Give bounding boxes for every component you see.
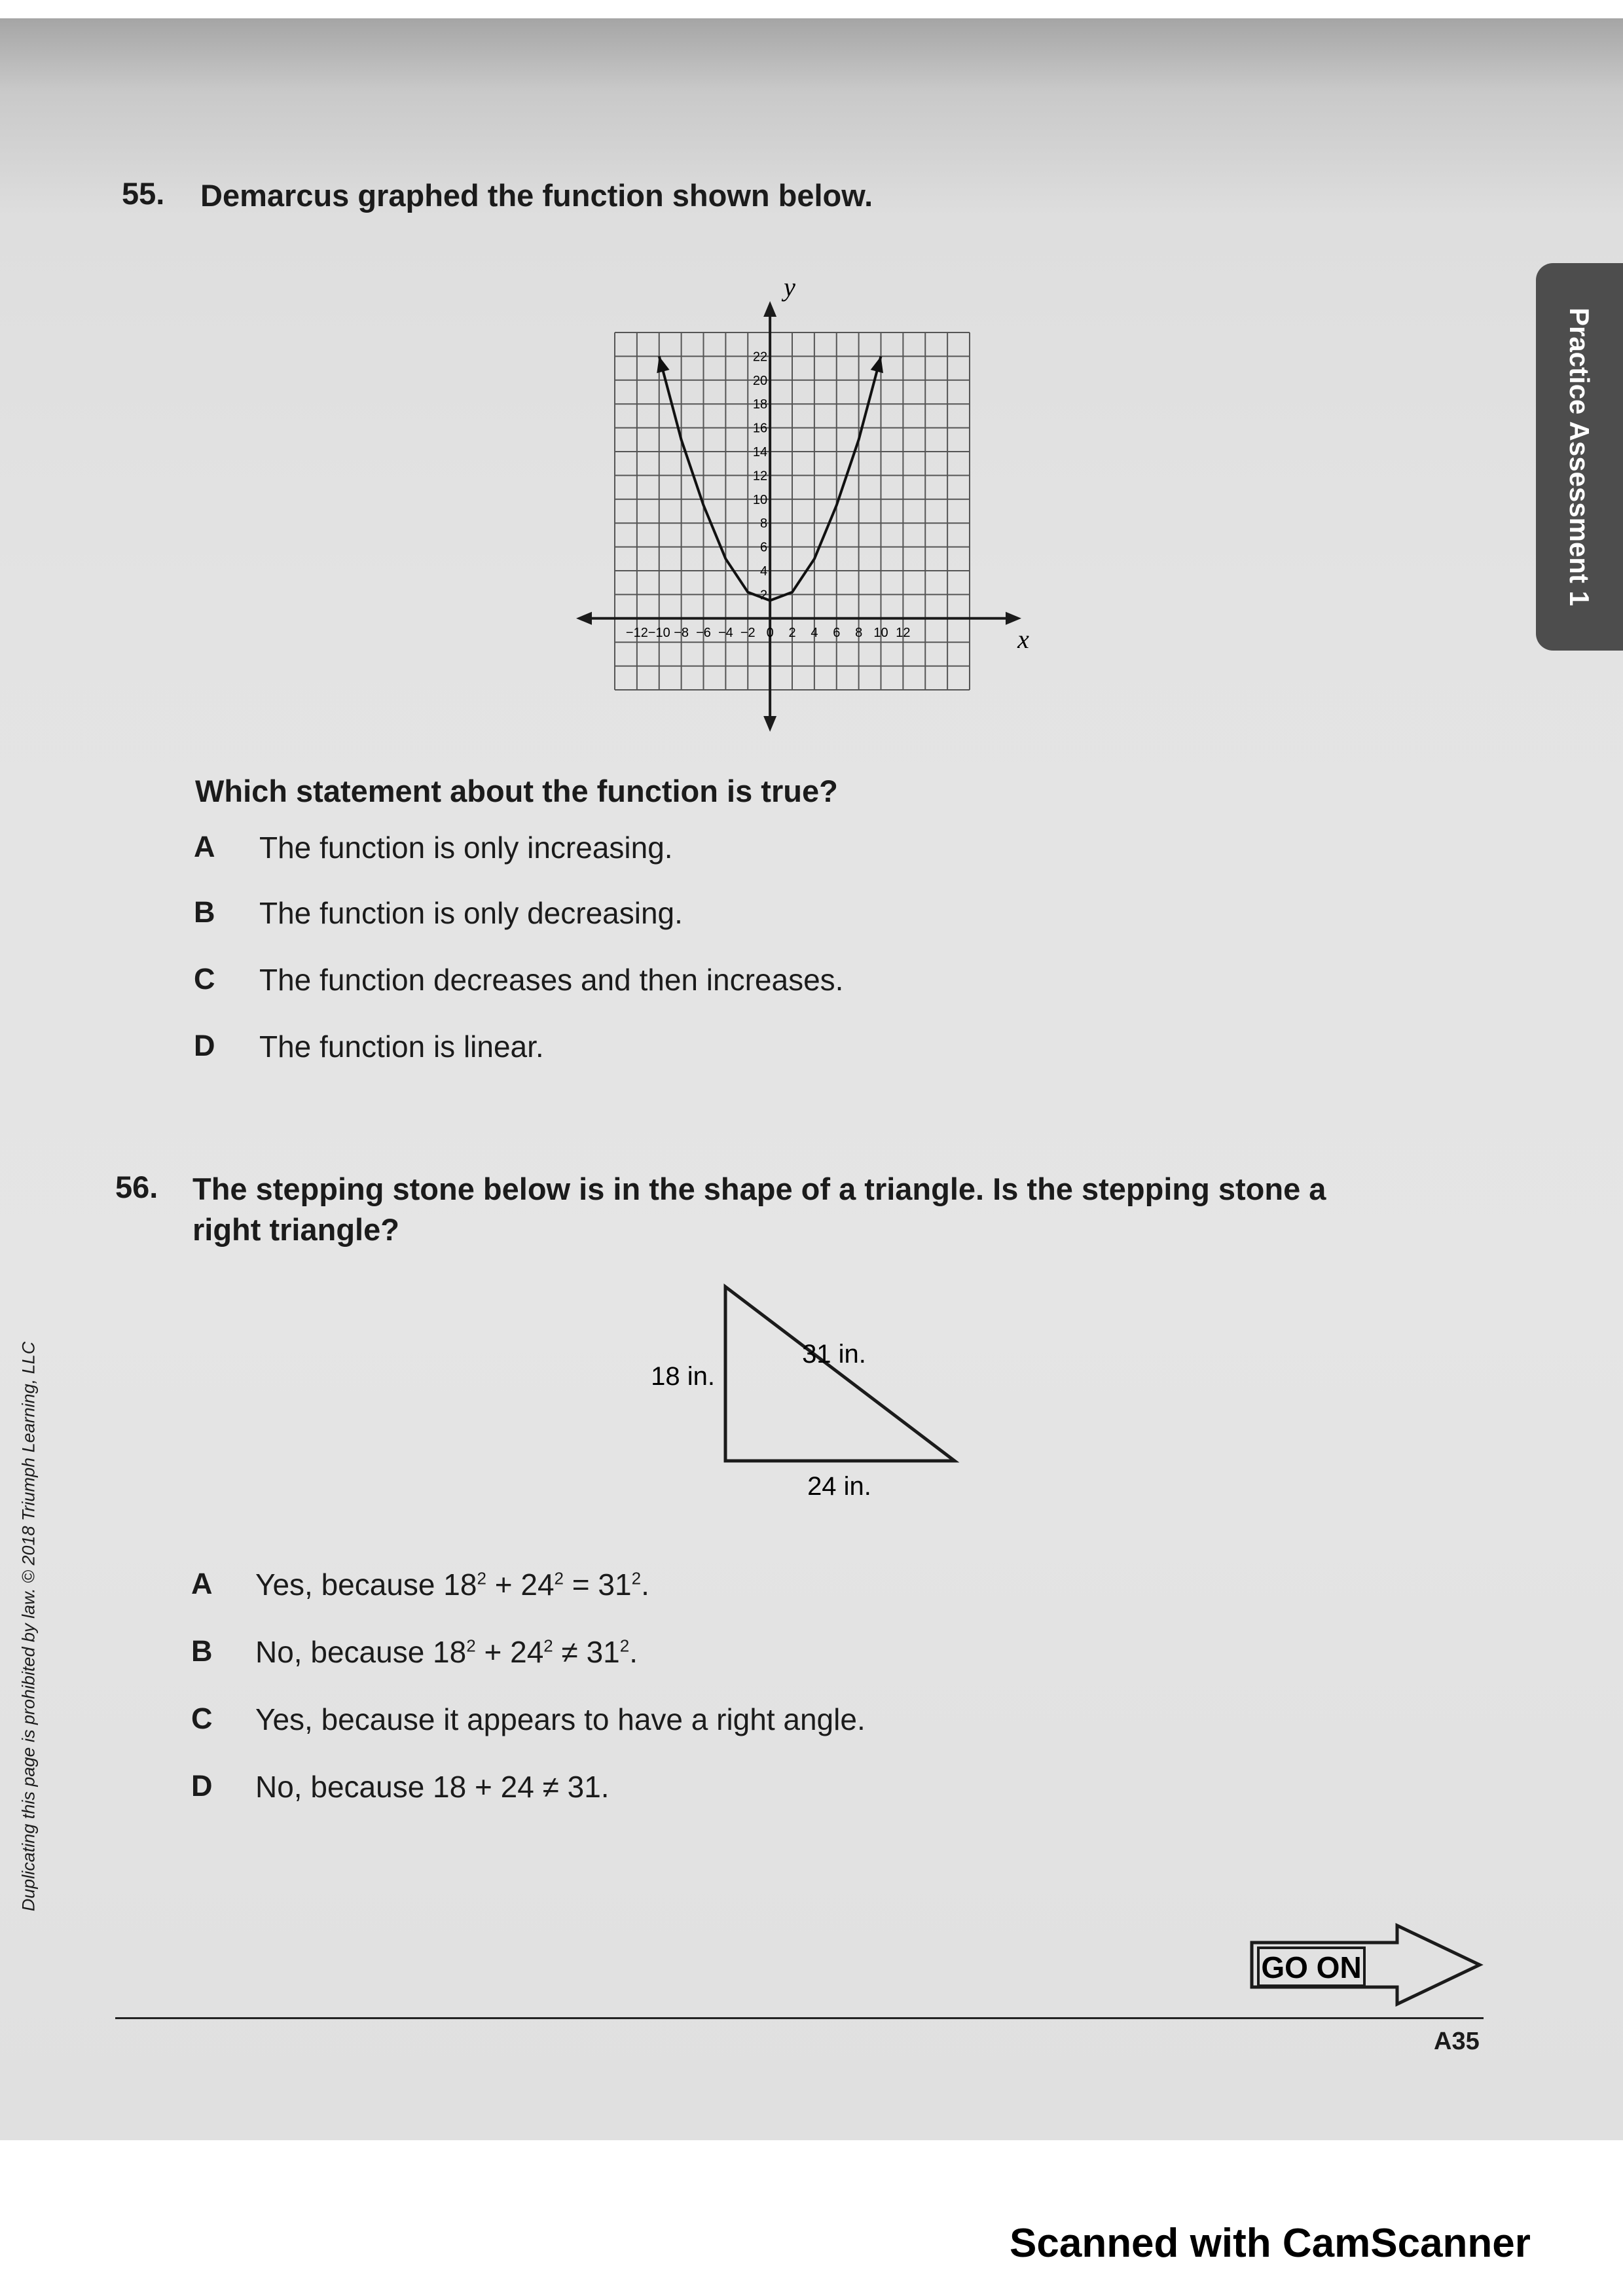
triangle-hypotenuse-label: 31 in.: [802, 1340, 866, 1369]
x-tick-label: 0: [766, 625, 774, 640]
triangle-shape: [725, 1287, 955, 1461]
page-number: A35: [1434, 2028, 1480, 2055]
y-axis-arrow-up-icon: [763, 301, 776, 317]
y-axis-label: y: [784, 275, 795, 302]
x-tick-label: −12: [625, 625, 648, 640]
q56-option-d-text[interactable]: No, because 18 + 24 ≠ 31.: [255, 1770, 610, 1804]
q56-a-part2: + 24: [486, 1568, 555, 1602]
q56-a-exp2: 2: [554, 1568, 564, 1588]
q56-b-exp2: 2: [543, 1636, 553, 1656]
x-tick-label: −2: [740, 625, 756, 640]
q55-option-a-letter[interactable]: A: [194, 830, 215, 863]
footer-rule: [115, 2017, 1484, 2019]
graph-axes: [576, 301, 1021, 732]
scanner-watermark: Scanned with CamScanner: [1010, 2221, 1531, 2266]
q55-option-b-text[interactable]: The function is only decreasing.: [259, 896, 683, 930]
top-margin: [0, 0, 1623, 18]
triangle-left-side-label: 18 in.: [651, 1362, 715, 1391]
section-tab: [1536, 263, 1623, 651]
y-tick-label: 12: [752, 469, 768, 484]
q55-option-a-text[interactable]: The function is only increasing.: [259, 831, 673, 865]
q56-b-exp3: 2: [619, 1636, 630, 1656]
q56-a-part3: = 31: [564, 1568, 632, 1602]
q55-question: Which statement about the function is true?: [195, 774, 838, 808]
x-tick-label: −6: [696, 625, 711, 640]
q56-prompt-line1: The stepping stone below is in the shape of a triangle. Is the stepping stone a: [192, 1172, 1326, 1206]
y-tick-label: 22: [752, 350, 768, 365]
q56-option-b-letter[interactable]: B: [191, 1634, 213, 1668]
x-tick-label: −10: [647, 625, 670, 640]
x-axis-arrow-left-icon: [576, 612, 592, 625]
go-on-arrow-icon[interactable]: [1249, 1923, 1486, 2011]
y-tick-label: 20: [752, 373, 768, 388]
y-tick-label: 14: [752, 445, 768, 459]
y-tick-label: 18: [752, 397, 768, 412]
q56-a-exp1: 2: [477, 1568, 486, 1588]
q55-option-c-letter[interactable]: C: [194, 962, 215, 996]
q56-b-part1: No, because 18: [255, 1635, 467, 1669]
x-axis-label: x: [1017, 624, 1029, 654]
q55-number: 55.: [122, 176, 165, 211]
x-tick-label: −4: [718, 625, 733, 640]
copyright-notice: Duplicating this page is prohibited by law. © 2018 Triumph Learning, LLC: [18, 1341, 39, 1912]
y-tick-label: 8: [760, 516, 768, 531]
q56-option-c-letter[interactable]: C: [191, 1702, 213, 1735]
q56-option-c-text[interactable]: Yes, because it appears to have a right angle.: [255, 1702, 866, 1736]
y-tick-label: 16: [752, 421, 768, 436]
q55-option-b-letter[interactable]: B: [194, 895, 215, 929]
y-axis-arrow-down-icon: [763, 716, 776, 732]
x-tick-label: 10: [873, 625, 888, 640]
q56-b-part3: ≠ 31: [553, 1635, 620, 1669]
q56-option-b-text[interactable]: [255, 1634, 638, 1670]
q56-b-exp1: 2: [466, 1636, 476, 1656]
y-tick-label: 6: [760, 540, 768, 555]
q56-number: 56.: [115, 1170, 158, 1204]
q56-b-part4: .: [629, 1635, 638, 1669]
y-tick-label: 10: [752, 492, 768, 507]
q55-option-d-letter[interactable]: D: [194, 1029, 215, 1062]
q56-prompt-line2: right triangle?: [192, 1212, 399, 1247]
x-tick-label: 6: [833, 625, 841, 640]
q55-option-c-text[interactable]: The function decreases and then increases.: [259, 963, 844, 997]
q56-option-d-letter[interactable]: D: [191, 1769, 213, 1803]
go-on-label: GO ON: [1261, 1950, 1362, 1984]
x-tick-label: 8: [855, 625, 863, 640]
triangle-bottom-side-label: 24 in.: [807, 1472, 871, 1501]
q55-option-d-text[interactable]: The function is linear.: [259, 1030, 544, 1064]
q56-a-exp3: 2: [631, 1568, 642, 1588]
section-tab-label: Practice Assessment 1: [1564, 307, 1595, 607]
q56-triangle-figure: [615, 1270, 982, 1505]
q55-graph: [576, 275, 1034, 733]
q55-prompt: Demarcus graphed the function shown below.: [200, 178, 873, 213]
q56-option-a-text[interactable]: [255, 1567, 649, 1602]
q56-a-part1: Yes, because 18: [255, 1568, 477, 1602]
x-tick-label: −8: [674, 625, 689, 640]
q56-b-part2: + 24: [475, 1635, 544, 1669]
y-tick-label: 2: [760, 588, 768, 603]
x-tick-label: 2: [788, 625, 796, 640]
x-tick-label: 12: [896, 625, 911, 640]
x-axis-arrow-right-icon: [1006, 612, 1021, 625]
y-tick-label: 4: [760, 564, 768, 579]
q56-a-part4: .: [641, 1568, 649, 1602]
q56-option-a-letter[interactable]: A: [191, 1567, 213, 1600]
x-tick-label: 4: [811, 625, 818, 640]
